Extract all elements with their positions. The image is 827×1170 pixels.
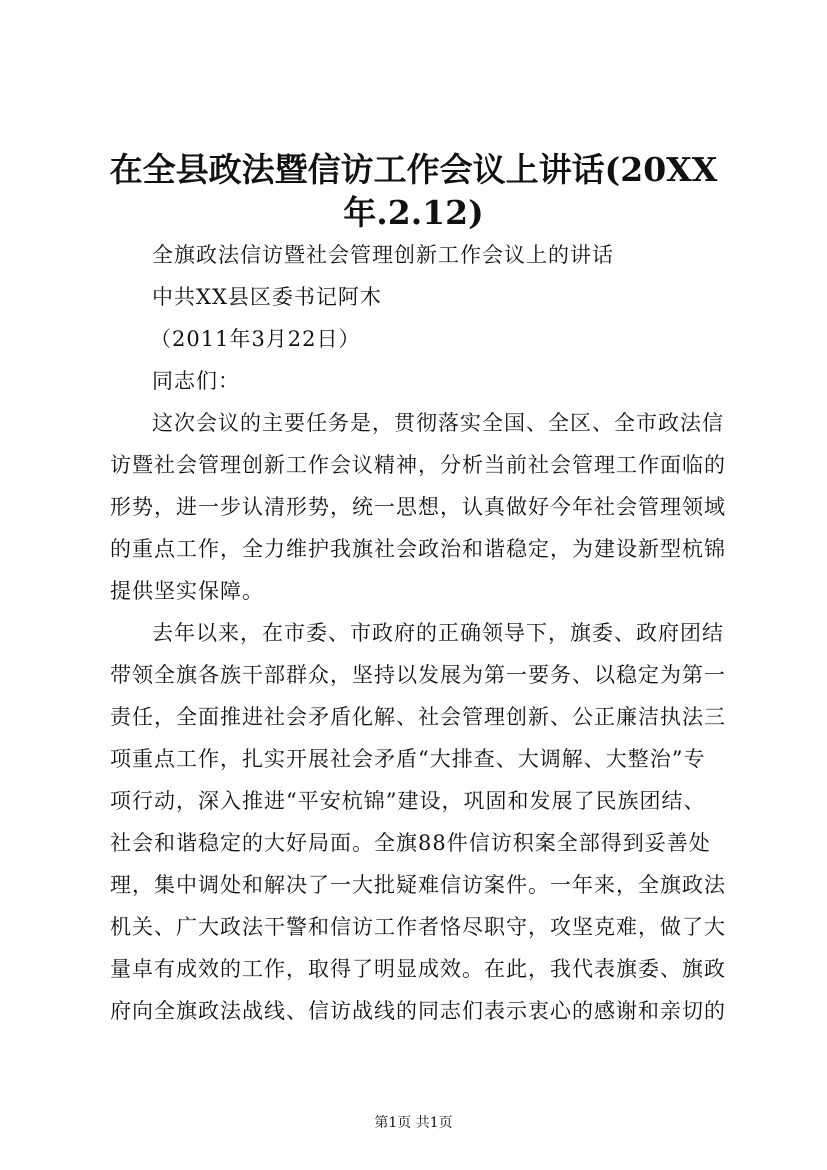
page-footer: 第1页 共1页 bbox=[374, 1115, 453, 1131]
paragraph-2-line: 带领全旗各族干部群众，坚持以发展为第一要务、以稳定为第一 bbox=[110, 663, 726, 687]
paragraph-2-line: 责任，全面推进社会矛盾化解、社会管理创新、公正廉洁执法三 bbox=[110, 705, 726, 729]
paragraph-2-line: 项重点工作，扎实开展社会矛盾“大排查、大调解、大整治”专 bbox=[110, 747, 706, 771]
paragraph-1-line: 这次会议的主要任务是，贯彻落实全国、全区、全市政法信 bbox=[152, 411, 724, 435]
paragraph-1-line: 的重点工作，全力维护我旗社会政治和谐稳定，为建设新型杭锦 bbox=[110, 537, 726, 561]
paragraph-2-line: 去年以来，在市委、市政府的正确领导下，旗委、政府团结 bbox=[152, 621, 724, 645]
paragraph-2-line: 量卓有成效的工作，取得了明显成效。在此，我代表旗委、旗政 bbox=[110, 957, 726, 981]
paragraph-2-line: 理，集中调处和解决了一大批疑难信访案件。一年来，全旗政法 bbox=[110, 873, 726, 897]
paragraph-1-line: 提供坚实保障。 bbox=[110, 579, 264, 603]
paragraph-1-line: 形势，进一步认清形势，统一思想，认真做好今年社会管理领域 bbox=[110, 495, 726, 519]
speaker-line: 中共XX县区委书记阿木 bbox=[152, 285, 382, 309]
paragraph-2-line: 项行动，深入推进“平安杭锦”建设，巩固和发展了民族团结、 bbox=[110, 789, 706, 813]
paragraph-2-line: 府向全旗政法战线、信访战线的同志们表示衷心的感谢和亲切的 bbox=[110, 999, 726, 1023]
subtitle: 全旗政法信访暨社会管理创新工作会议上的讲话 bbox=[152, 243, 614, 267]
salutation: 同志们： bbox=[152, 369, 240, 393]
date-line: （2011年3月22日） bbox=[150, 327, 361, 351]
paragraph-1-line: 访暨社会管理创新工作会议精神，分析当前社会管理工作面临的 bbox=[110, 453, 726, 477]
paragraph-2-line: 社会和谐稳定的大好局面。全旗88件信访积案全部得到妥善处 bbox=[110, 831, 711, 855]
paragraph-2-line: 机关、广大政法干警和信访工作者恪尽职守，攻坚克难，做了大 bbox=[110, 915, 726, 939]
document-title-line2: 年.2.12) bbox=[343, 193, 484, 232]
document-title-line1: 在全县政法暨信访工作会议上讲话(20XX bbox=[109, 150, 718, 189]
